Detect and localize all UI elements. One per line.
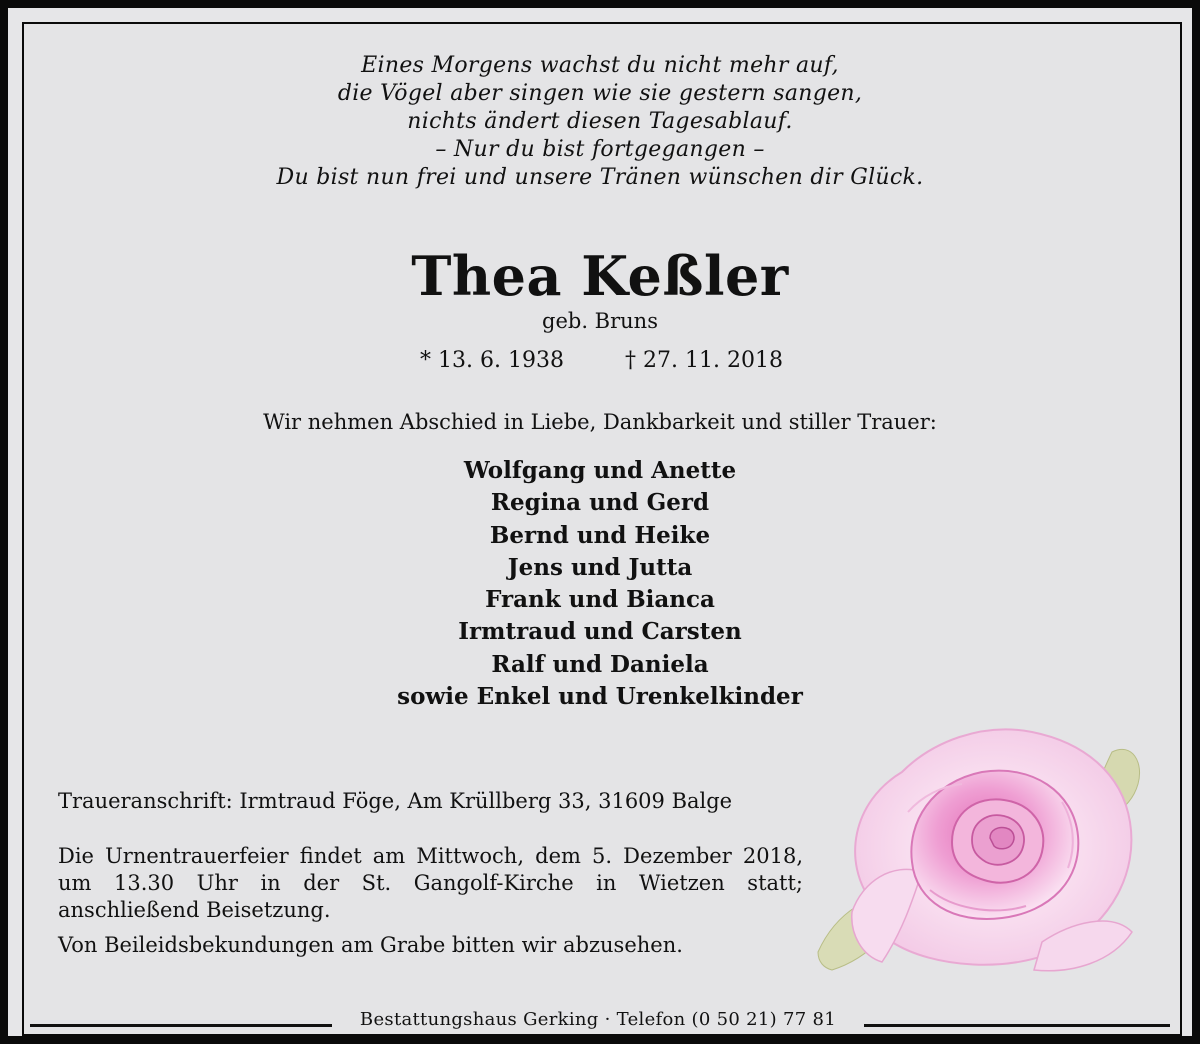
footer-rule-right [864,1024,1170,1027]
deceased-name: Thea Keßler [411,244,789,308]
funeral-home-footer: Bestattungshaus Gerking · Telefon (0 50 21) 77 81 [359,1009,837,1030]
footer-rule-left [30,1024,332,1027]
poem-line: nichts ändert diesen Tagesablauf. [407,109,793,134]
mourner: Regina und Gerd [490,489,710,517]
mourners-list [0,455,1200,713]
mourner: Bernd und Heike [489,521,711,549]
poem-line: Eines Morgens wachst du nicht mehr auf, [361,53,839,78]
poem-line: die Vögel aber singen wie sie gestern sangen, [337,81,863,106]
death-date: † 27. 11. 2018 [625,348,783,373]
poem-line: – Nur du bist fortgegangen – [435,137,765,162]
mourner: Frank und Bianca [485,586,715,614]
maiden-name: geb. Bruns [542,309,658,333]
ceremony-info: Die Urnentrauerfeier findet am Mittwoch, dem 5. Dezember 2018, um 13.30 Uhr in der St. Gangolf-Kirche in Wietzen statt; anschließend Beisetzung. [58,844,803,922]
rose-petal [990,827,1014,848]
poem [0,52,1200,192]
mourning-address: Traueranschrift: Irmtraud Föge, Am Krüllberg 33, 31609 Balge [58,789,733,813]
mourner: Ralf und Daniela [491,650,709,678]
mourner: Wolfgang und Anette [463,457,737,484]
poem-line: Du bist nun frei und unsere Tränen wünschen dir Glück. [276,165,924,190]
condolence-note: Von Beileidsbekundungen am Grabe bitten wir abzusehen. [58,933,683,957]
farewell-text: Wir nehmen Abschied in Liebe, Dankbarkeit und stiller Trauer: [263,410,937,434]
mourner: Irmtraud und Carsten [458,618,742,646]
mourner: Jens und Jutta [507,553,693,581]
birth-date: * 13. 6. 1938 [420,348,564,373]
mourner: sowie Enkel und Urenkelkinder [397,683,803,711]
rose-image [812,712,1147,982]
